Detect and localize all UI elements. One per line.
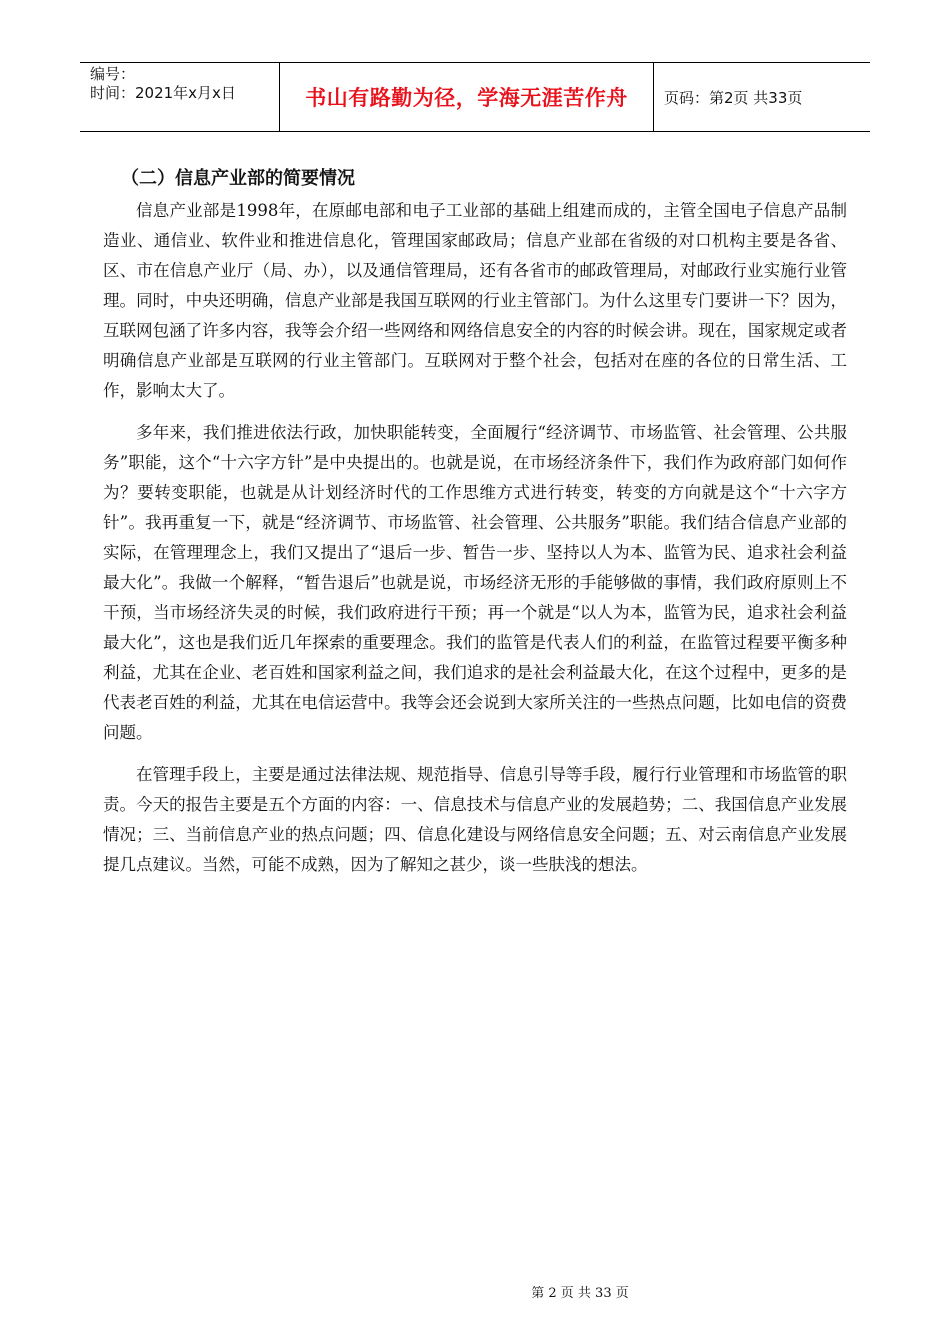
page-footer: 第 2 页 共 33 页 [531, 1286, 629, 1301]
section-title: （二）信息产业部的简要情况 [121, 168, 355, 189]
paragraph: 信息产业部是1998年，在原邮电部和电子工业部的基础上组建而成的，主管全国电子信息产品制造业、通信业、软件业和推进信息化，管理国家邮政局；信息产业部在省级的对口机构主要是各省、区、市在信息产业厅（局、办），以及通信管理局，还有各省市的邮政管理局，对邮政行业实施行业管理。同时，中央还明确，信息产业部是我国互联网的行业主管部门。为什么这里专门要讲一下？因为，互联网包涵了许多内容，我等会介绍一些网络和网络信息安全的内容的时候会讲。现在，国家规定或者明确信息产业部是互联网的行业主管部门。互联网对于整个社会，包括对在座的各位的日常生活、工作，影响太大了。 [103, 201, 847, 400]
document-time: 时间：2021年x月x日 [90, 84, 236, 102]
paragraph: 在管理手段上，主要是通过法律法规、规范指导、信息引导等手段，履行行业管理和市场监管的职责。今天的报告主要是五个方面的内容：一、信息技术与信息产业的发展趋势；二、我国信息产业发展情况；三、当前信息产业的热点问题；四、信息化建设与网络信息安全问题；五、对云南信息产业发展提几点建议。当然，可能不成熟，因为了解知之甚少，谈一些肤浅的想法。 [103, 765, 847, 874]
page-header [80, 62, 870, 132]
document-body [103, 158, 847, 880]
paragraph: 多年来，我们推进依法行政，加快职能转变，全面履行“经济调节、市场监管、社会管理、公共服务”职能，这个“十六字方针”是中央提出的。也就是说，在市场经济条件下，我们作为政府部门如何作为？要转变职能，也就是从计划经济时代的工作思维方式进行转变，转变的方向就是这个“十六字方针”。我再重复一下，就是“经济调节、市场监管、社会管理、公共服务”职能。我们结合信息产业部的实际，在管理理念上，我们又提出了“退后一步、暂告一步、坚持以人为本、监管为民、追求社会利益最大化”。我做一个解释，“暂告退后”也就是说，市场经济无形的手能够做的事情，我们政府原则上不干预，当市场经济失灵的时候，我们政府进行干预；再一个就是“以人为本，监管为民，追求社会利益最大化”，这也是我们近几年探索的重要理念。我们的监管是代表人们的利益，在监管过程要平衡多种利益，尤其在企业、老百姓和国家利益之间，我们追求的是社会利益最大化，在这个过程中，更多的是代表老百姓的利益，尤其在电信运营中。我等会还会说到大家所关注的一些热点问题，比如电信的资费问题。 [103, 423, 847, 742]
header-page-info: 页码：第2页 共33页 [664, 88, 803, 107]
header-meta [80, 63, 280, 131]
document-number: 编号： [90, 65, 136, 83]
header-motto: 书山有路勤为径，学海无涯苦作舟 [280, 63, 654, 131]
